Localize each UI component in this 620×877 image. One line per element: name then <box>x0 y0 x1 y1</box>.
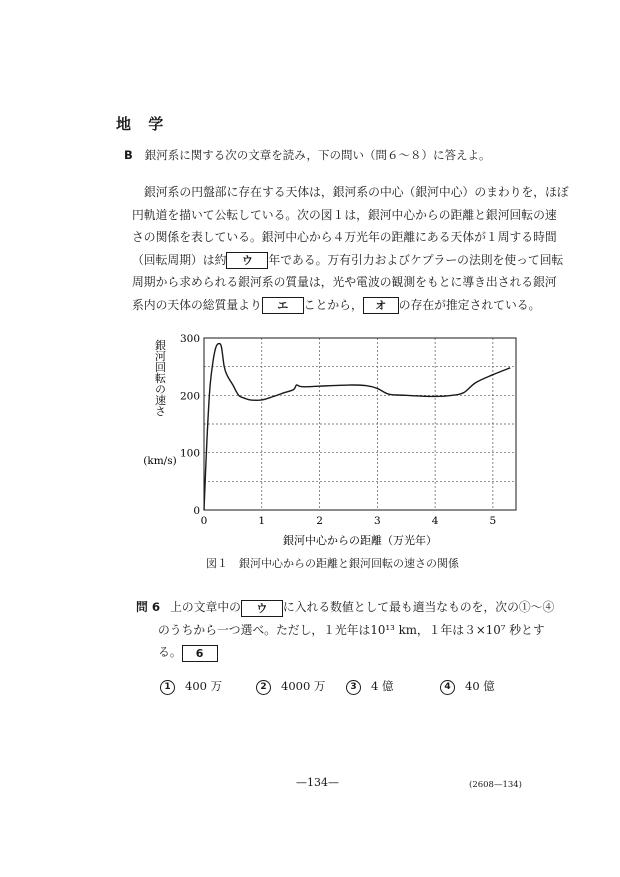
passage-text: 系内の天体の総質量より <box>132 297 262 312</box>
passage-text: 年である。万有引力およびケプラーの法則を使って回転 <box>268 252 564 267</box>
y-tick-label: 200 <box>179 390 200 403</box>
subject-heading: 地 学 <box>116 115 170 133</box>
choice-mark-2: 2 <box>256 680 271 695</box>
x-tick-label: 3 <box>373 515 381 527</box>
passage <box>132 181 569 316</box>
rotation-curve-line <box>204 343 510 510</box>
question-text: に入れる数値として最も適当なものを，次の①～④ <box>282 600 555 614</box>
passage-line <box>132 249 564 272</box>
choice-1[interactable] <box>160 678 222 695</box>
passage-line: 円軌道を描いて公転している。次の図１は，銀河中心からの距離と銀河回転の速 <box>132 207 557 222</box>
question-number: 問 6 <box>136 600 161 614</box>
y-tick-label: 100 <box>179 447 200 460</box>
question-6 <box>136 596 555 664</box>
x-tick-label: 5 <box>489 515 497 527</box>
blank-u-box: ウ <box>226 252 268 269</box>
y-axis-unit: (km/s) <box>143 455 177 467</box>
choice-text: 40 億 <box>465 679 495 693</box>
instruction-text: 銀河系に関する次の文章を読み，下の問い（問６～８）に答えよ。 <box>144 148 491 162</box>
passage-line: 周期から求められる銀河系の質量は，光や電波の観測をもとに導き出される銀河 <box>132 275 557 289</box>
choice-text: 4 億 <box>371 679 394 693</box>
choice-text: 400 万 <box>185 679 223 693</box>
x-tick-label: 4 <box>431 515 439 527</box>
page-number: —134— <box>296 776 339 789</box>
question-text: る。 <box>158 645 182 659</box>
question-line: のうちから一つ選べ。ただし，１光年は10¹³ km，１年は３×10⁷ 秒とす <box>158 622 545 637</box>
x-tick-label: 1 <box>258 515 266 527</box>
choice-mark-1: 1 <box>160 680 175 695</box>
blank-o-box: オ <box>363 297 399 314</box>
section-letter: B <box>124 148 133 162</box>
chart-svg <box>140 330 530 570</box>
exam-code: (2608—134) <box>469 780 522 790</box>
x-tick-label: 2 <box>316 515 323 527</box>
section-instruction <box>124 147 490 163</box>
choice-mark-4: 4 <box>440 680 455 695</box>
passage-line: 銀河系の円盤部に存在する天体は，銀河系の中心（銀河中心）のまわりを，ほぼ <box>144 185 569 199</box>
blank-u-box: ウ <box>241 600 283 617</box>
y-tick-label: 0 <box>193 505 200 517</box>
passage-line <box>132 294 541 317</box>
answer-number-box: 6 <box>182 645 218 662</box>
figure-caption: 図１ 銀河中心からの距離と銀河回転の速さの関係 <box>206 557 459 570</box>
x-tick-label: 0 <box>200 515 208 527</box>
grid-lines <box>204 338 516 510</box>
y-tick-label: 300 <box>179 333 200 345</box>
choice-text: 4000 万 <box>281 679 326 693</box>
choice-mark-3: 3 <box>346 680 361 695</box>
passage-text: の存在が推定されている。 <box>398 297 541 312</box>
y-axis-label: 銀河回転の速さ <box>153 339 167 417</box>
choice-4[interactable] <box>440 678 495 695</box>
passage-text: （回転周期）は約 <box>132 252 227 267</box>
choice-2[interactable] <box>256 678 325 695</box>
passage-line: さの関係を表している。銀河中心から４万光年の距離にある天体が１周する時間 <box>132 230 557 244</box>
rotation-curve-chart <box>140 330 530 570</box>
passage-text: ことから， <box>303 297 363 312</box>
question-line <box>136 641 532 664</box>
question-text: 上の文章中の <box>170 600 241 614</box>
question-line <box>136 596 555 619</box>
x-axis-label: 銀河中心からの距離（万光年） <box>283 534 437 547</box>
choice-3[interactable] <box>346 678 393 695</box>
blank-e-box: エ <box>262 297 304 314</box>
